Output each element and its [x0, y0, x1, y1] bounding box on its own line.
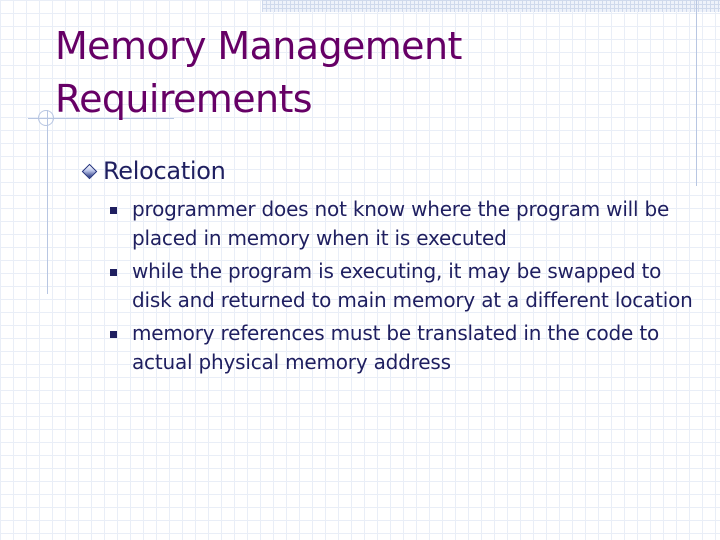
sub-bullet-item — [106, 319, 706, 377]
sub-bullet-item — [106, 257, 706, 315]
diamond-bullet-icon — [82, 163, 98, 179]
sub-bullet-item — [106, 195, 706, 253]
square-bullet-icon — [110, 331, 117, 338]
sub-bullet-text: programmer does not know where the program will be placed in memory when it is executed — [132, 197, 670, 250]
sub-bullet-list — [106, 195, 706, 381]
decorative-vertical-line-right — [696, 0, 697, 186]
slide-title-line-1: Memory Management — [55, 24, 462, 68]
decorative-vertical-line-left — [47, 110, 48, 294]
main-bullet — [80, 155, 226, 187]
sub-bullet-text: while the program is executing, it may be swapped to disk and returned to main memory at a different location — [132, 259, 693, 312]
slide-title — [55, 20, 655, 126]
square-bullet-icon — [110, 207, 117, 214]
sub-bullet-text: memory references must be translated in the code to actual physical memory address — [132, 321, 659, 374]
main-bullet-text: Relocation — [103, 157, 226, 185]
crosshair-circle-icon — [38, 110, 54, 126]
square-bullet-icon — [110, 269, 117, 276]
slide-title-line-2: Requirements — [55, 77, 312, 121]
corner-decoration — [262, 0, 720, 12]
